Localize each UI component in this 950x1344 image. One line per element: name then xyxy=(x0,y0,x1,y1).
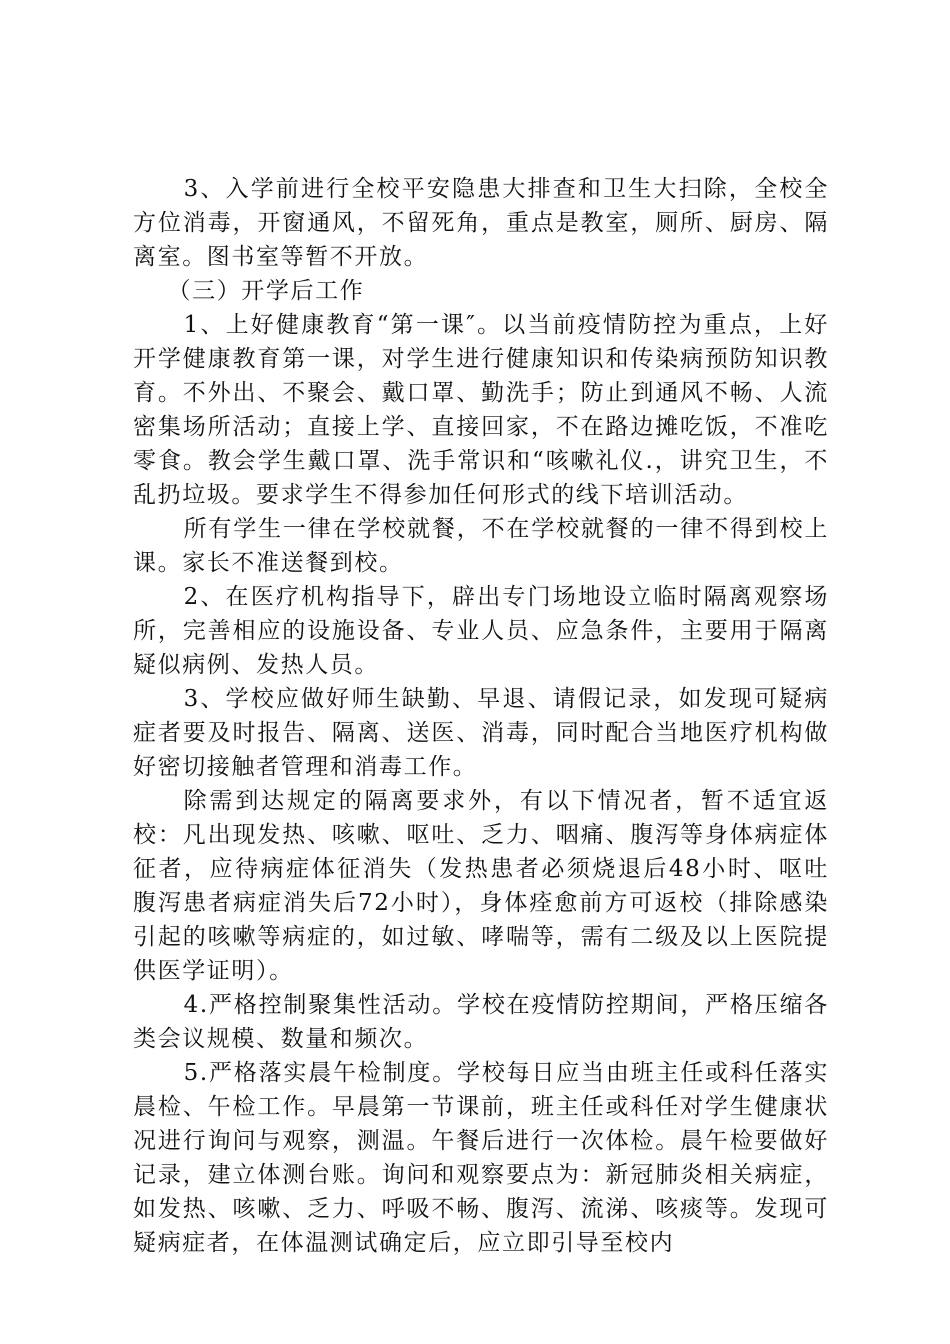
paragraph-control-gatherings: 4.严格控制聚集性活动。学校在疫情防控期间，严格压缩各类会议规模、数量和频次。 xyxy=(133,992,829,1052)
paragraph-isolation-site: 2、在医疗机构指导下，辟出专门场地设立临时隔离观察场所，完善相应的设施设备、专业人员、应急条件，主要用于隔离疑似病例、发热人员。 xyxy=(133,584,829,678)
paragraph-return-to-school-conditions: 除需到达规定的隔离要求外，有以下情况者，暂不适宜返校：凡出现发热、咳嗽、呕吐、乏力、咽痛、腹泻等身体病症体征者，应待病症体征消失（发热患者必须烧退后48小时、呕吐腹泻患者病症消失后72小时），身体痊愈前方可返校（排除感染引起的咳嗽等病症的，如过敏、哮喘等，需有二级及以上医院提供医学证明）。 xyxy=(133,788,829,984)
paragraph-health-education-first-lesson: 1、上好健康教育“第一课″。以当前疫情防控为重点，上好开学健康教育第一课，对学生进行健康知识和传染病预防知识教育。不外出、不聚会、戴口罩、勤洗手；防止到通风不畅、人流密集场所活动；直接上学、直接回家，不在路边摊吃饭，不准吃零食。教会学生戴口罩、洗手常识和“咳嗽礼仪.，讲究卫生，不乱扔垃圾。要求学生不得参加任何形式的线下培训活动。 xyxy=(133,312,829,508)
paragraph-school-dining: 所有学生一律在学校就餐，不在学校就餐的一律不得到校上课。家长不准送餐到校。 xyxy=(133,516,829,576)
paragraph-entry-safety-cleanup: 3、入学前进行全校平安隐患大排查和卫生大扫除，全校全方位消毒，开窗通风，不留死角，重点是教室，厕所、厨房、隔离室。图书室等暂不开放。 xyxy=(133,176,829,270)
paragraph-absence-records: 3、学校应做好师生缺勤、早退、请假记录，如发现可疑病症者要及时报告、隔离、送医、消毒，同时配合当地医疗机构做好密切接触者管理和消毒工作。 xyxy=(133,686,829,780)
section-heading-after-school-start: （三）开学后工作 xyxy=(167,278,365,304)
document-body xyxy=(133,172,829,1260)
paragraph-morning-noon-checks: 5.严格落实晨午检制度。学校每日应当由班主任或科任落实晨检、午检工作。早晨第一节课前，班主任或科任对学生健康状况进行询问与观察，测温。午餐后进行一次体检。晨午检要做好记录，建立体测台账。询问和观察要点为：新冠肺炎相关病症，如发热、咳嗽、乏力、呼吸不畅、腹泻、流涕、咳痰等。发现可疑病症者，在体温测试确定后，应立即引导至校内 xyxy=(133,1060,829,1256)
